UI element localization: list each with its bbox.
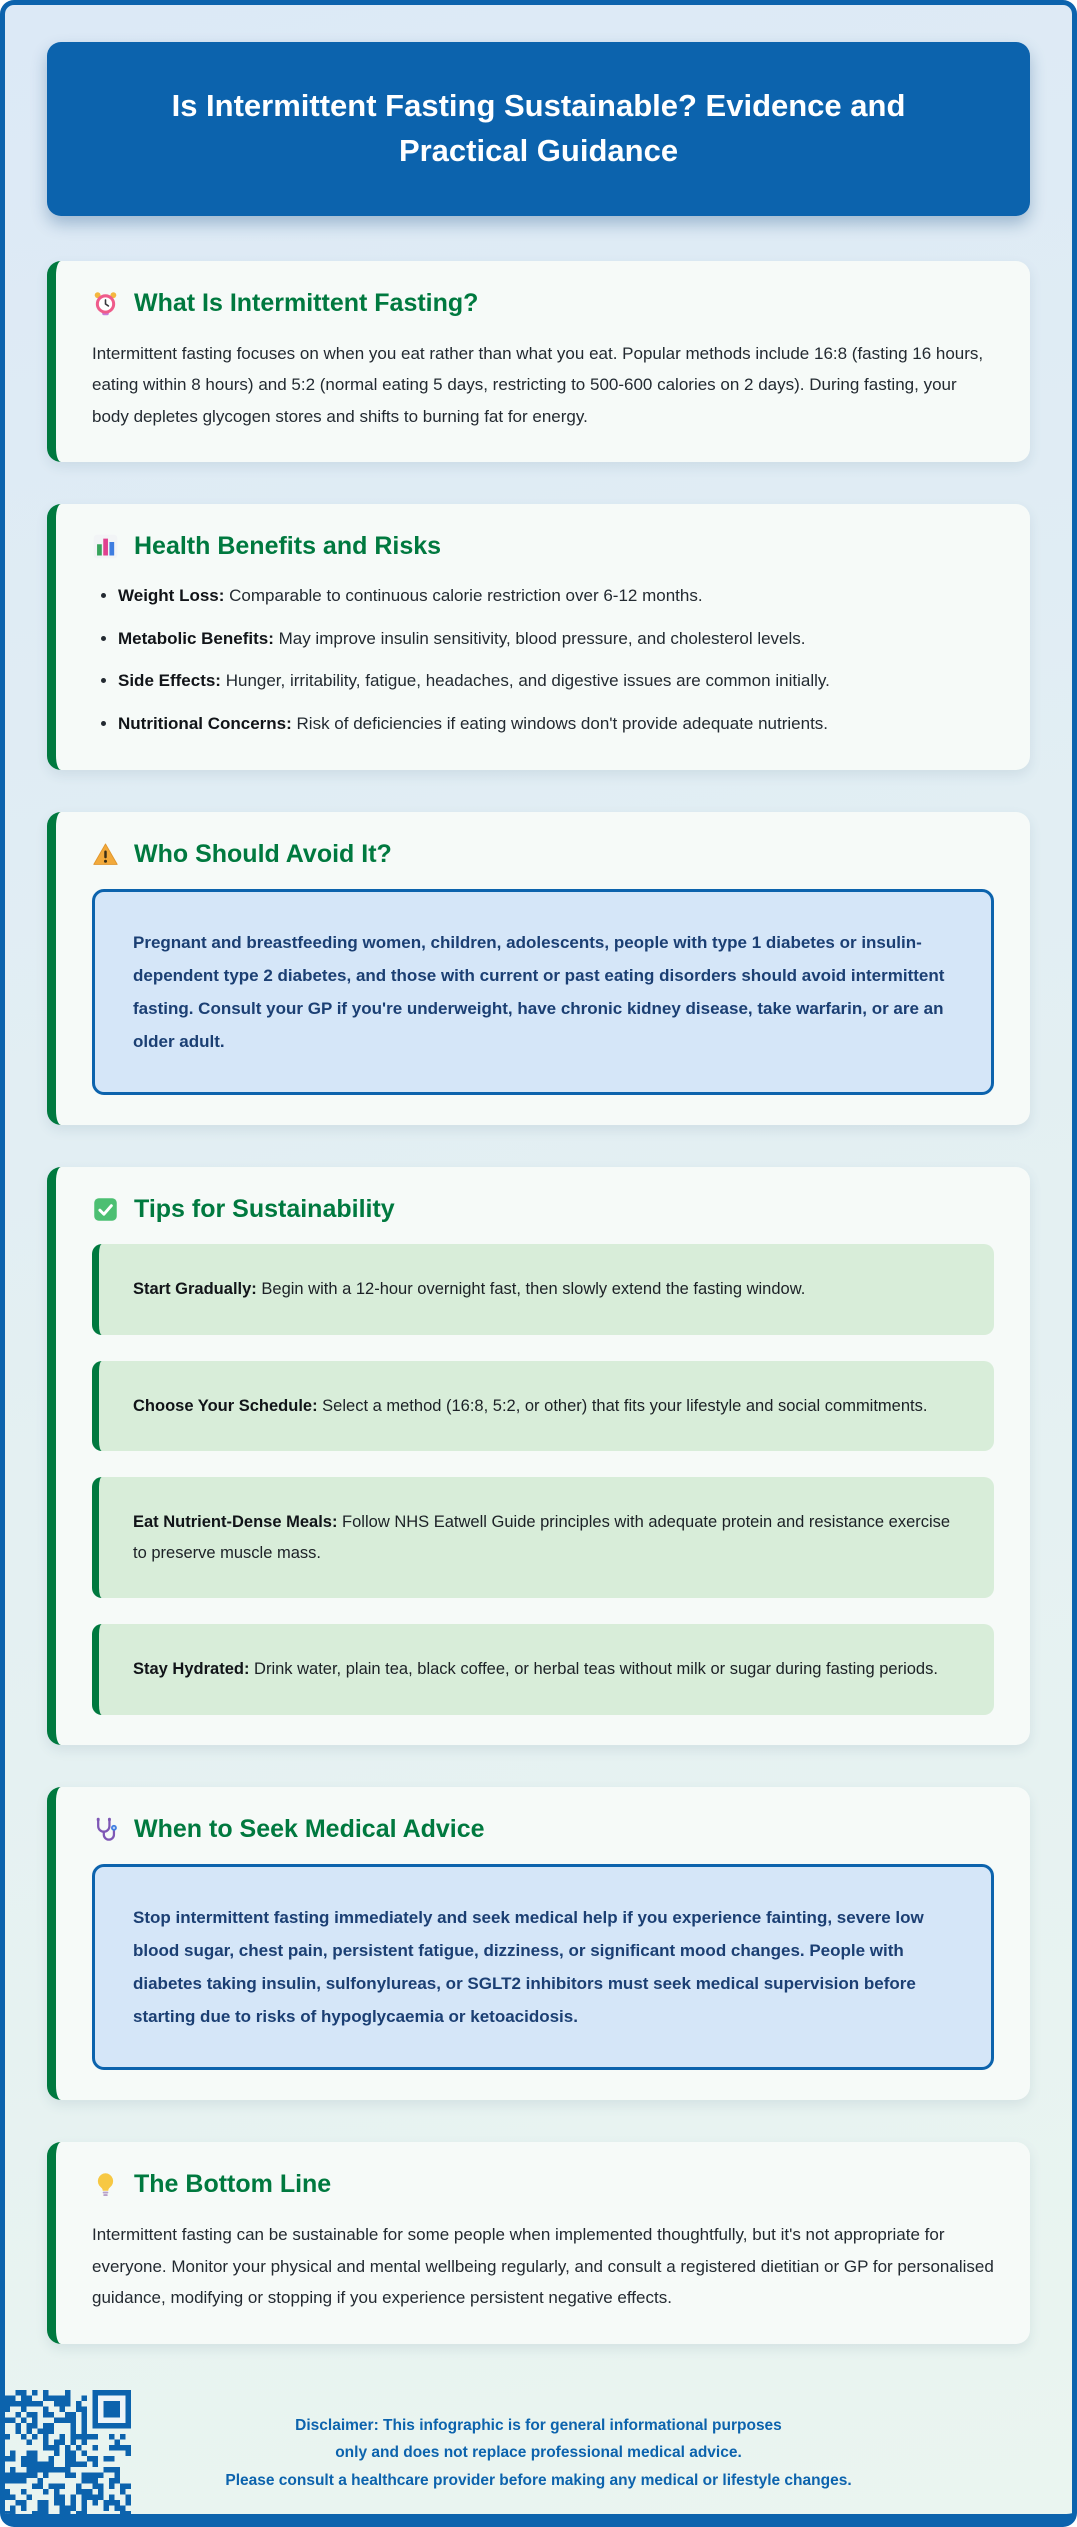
list-item xyxy=(118,709,994,740)
tip-label: Stay Hydrated: xyxy=(133,1660,250,1679)
section-heading: Tips for Sustainability xyxy=(134,1195,395,1224)
tip-label: Start Gradually: xyxy=(133,1280,257,1299)
item-text: Hunger, irritability, fatigue, headaches, and digestive issues are common initially. xyxy=(220,671,830,691)
tip-box xyxy=(92,1477,994,1598)
tip-text: Begin with a 12-hour overnight fast, then slowly extend the fasting window. xyxy=(256,1280,806,1299)
section-who-should-avoid xyxy=(47,812,1030,1126)
item-label: Metabolic Benefits: xyxy=(118,628,274,648)
disclaimer-label: Disclaimer: xyxy=(295,2416,379,2434)
list-item xyxy=(118,581,994,612)
item-text: Comparable to continuous calorie restriction over 6-12 months. xyxy=(224,586,703,606)
item-label: Weight Loss: xyxy=(118,586,225,606)
header xyxy=(47,42,1030,216)
item-label: Side Effects: xyxy=(118,671,221,691)
section-benefits-risks xyxy=(47,504,1030,769)
tip-text: Drink water, plain tea, black coffee, or herbal teas without milk or sugar during fasting periods. xyxy=(249,1660,938,1679)
section-body: Intermittent fasting focuses on when you eat rather than what you eat. Popular methods include 16:8 (fasting 16 hours, eating within 8 hours) and 5:2 (normal eating 5 days, restricting to 500-600 calories on 2 days). During fasting, your body depletes glycogen stores and shifts to burning fat for energy. xyxy=(92,343,984,426)
avoid-callout: Pregnant and breastfeeding women, children, adolescents, people with type 1 diabetes or insulin-dependent type 2 diabetes, and those with current or past eating disorders should avoid intermittent fasting. Consult your GP if you're underweight, have chronic kidney disease, take warfarin, or are an older adult. xyxy=(92,889,994,1096)
tip-label: Choose Your Schedule: xyxy=(133,1396,318,1415)
section-heading: Health Benefits and Risks xyxy=(134,532,442,561)
section-what-is xyxy=(47,261,1030,462)
section-heading: The Bottom Line xyxy=(134,2170,332,2199)
disclaimer-line: only and does not replace professional medical advice. xyxy=(335,2444,742,2462)
tip-text: Select a method (16:8, 5:2, or other) that fits your lifestyle and social commitments. xyxy=(317,1396,928,1415)
section-tips xyxy=(47,1167,1030,1745)
warning-icon xyxy=(92,841,119,868)
disclaimer-line: Please consult a healthcare provider before making any medical or lifestyle changes. xyxy=(225,2472,852,2490)
section-heading: What Is Intermittent Fasting? xyxy=(134,288,479,317)
item-text: May improve insulin sensitivity, blood pressure, and cholesterol levels. xyxy=(273,628,806,648)
tip-label: Eat Nutrient-Dense Meals: xyxy=(133,1513,338,1532)
qr-code xyxy=(0,2390,131,2514)
stethoscope-icon xyxy=(92,1816,119,1843)
disclaimer-line: Disclaimer: This infographic is for general informational purposes xyxy=(295,2416,782,2434)
benefits-list xyxy=(92,581,994,739)
tip-box xyxy=(92,1244,994,1335)
section-heading: When to Seek Medical Advice xyxy=(134,1814,485,1843)
footer xyxy=(5,2386,1072,2514)
item-label: Nutritional Concerns: xyxy=(118,713,292,733)
item-text: Risk of deficiencies if eating windows don't provide adequate nutrients. xyxy=(291,713,829,733)
checkbox-icon xyxy=(92,1196,119,1223)
page-title: Is Intermittent Fasting Sustainable? Evidence and Practical Guidance xyxy=(171,88,906,168)
tip-box xyxy=(92,1361,994,1452)
alarm-clock-icon xyxy=(92,290,119,317)
medical-callout: Stop intermittent fasting immediately and seek medical help if you experience fainting, severe low blood sugar, chest pain, persistent fatigue, dizziness, or significant mood changes. People with diabetes taking insulin, sulfonylureas, or SGLT2 inhibitors must seek medical supervision before starting due to risks of hypoglycaemia or ketoacidosis. xyxy=(92,1864,994,2071)
bar-chart-icon xyxy=(92,533,119,560)
section-heading: Who Should Avoid It? xyxy=(134,839,392,868)
disclaimer xyxy=(5,2386,1072,2496)
list-item xyxy=(118,666,994,697)
section-medical-advice xyxy=(47,1787,1030,2101)
tip-box xyxy=(92,1624,994,1715)
tip-text: Follow NHS Eatwell Guide principles with adequate protein and resistance exercise to preserve muscle mass. xyxy=(133,1513,951,1562)
lightbulb-icon xyxy=(92,2171,119,2198)
section-body: Intermittent fasting can be sustainable for some people when implemented thoughtfully, but it's not appropriate for everyone. Monitor your physical and mental wellbeing regularly, and consult a registered dietitian or GP for personalised guidance, modifying or stopping if you experience persistent negative effects. xyxy=(92,2225,994,2308)
list-item xyxy=(118,624,994,655)
section-bottom-line xyxy=(47,2142,1030,2343)
